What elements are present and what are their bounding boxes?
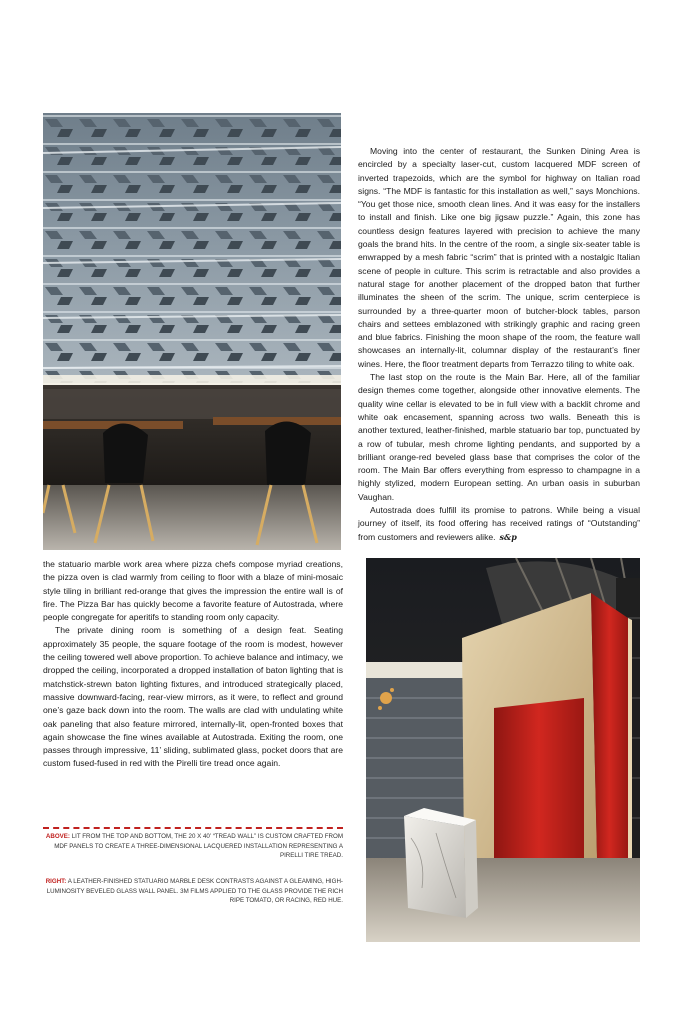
- marble-desk-red-panel-photo: [366, 558, 640, 942]
- caption-right: [43, 877, 343, 906]
- caption-label: RIGHT:: [45, 878, 67, 885]
- caption-above: [43, 832, 343, 861]
- caption-divider: [43, 827, 343, 829]
- caption-text: A LEATHER-FINISHED STATUARIO MARBLE DESK CONTRASTS AGAINST A GLEAMING, HIGH-LUMINOSITY BEVELED GLASS WALL PANEL. 3M FILMS APPLIED TO THE GLASS PROVIDE THE RICH RIPE TOMATO, OR RACING, RED HUE.: [46, 878, 343, 905]
- tread-wall-dining-photo: [43, 113, 341, 550]
- article-paragraph: The private dining room is something of a design feat. Seating approximately 35 people, the square footage of the room is modest, however the ceiling towered well above proportion. To achieve balance and intimacy, we dropped the ceiling, incorporated a dropped installation of baton lighting that is matchstick-strewn baton lighting fixtures, and introduced strategically placed, massive downward-facing, rear-view mirrors, as it were, to reflect and ground one’s gaze back down into the room. The walls are clad with undulating white oak paneling that also feature mirrored, internally-lit, open-fronted boxes that again showcase the fine wines available at Autostrada. Exiting the room, one passes through impressive, 11’ sliding, sublimated glass, pocket doors that are custom fused-fused in red with the Pirelli tire tread once again.: [43, 625, 343, 769]
- caption-label: ABOVE:: [45, 833, 70, 840]
- tread-wall-dining-image: [43, 113, 341, 550]
- article-column-left: [43, 558, 343, 771]
- article-column-right: [358, 145, 640, 544]
- end-mark: s&p: [499, 531, 517, 542]
- caption-text: LIT FROM THE TOP AND BOTTOM, THE 20 X 40’ “TREAD WALL” IS CUSTOM CRAFTED FROM MDF PANELS TO CREATE A THREE-DIMENSIONAL LACQUERED INSTALLATION REPRESENTING A PIRELLI TIRE TREAD.: [54, 833, 343, 860]
- article-paragraph: [358, 504, 640, 544]
- article-paragraph: Moving into the center of restaurant, the Sunken Dining Area is encircled by a specialty laser-cut, custom lacquered MDF screen of inverted trapezoids, which are the symbol for highway on Italian road signs. “The MDF is fantastic for this installation as well,” says Monchions. “You get those nice, smooth clean lines. And it was easy for the installers to install and finish. Like one big jigsaw puzzle.” Again, this zone has countless design features layered with precision to achieve the many goals the brand hits. In the centre of the room, a single six-seater table is enwrapped by a mesh fabric “scrim” that is printed with a nostalgic Italian scene of people in culture. This scrim is retractable and also provides a natural stage for another placement of the dropped baton that further illuminates the sheen of the scrim. The unique, scrim centerpiece is surrounded by a three-quarter moon of butcher-block tables, parson chairs and settees emblazoned with strikingly graphic and racing green and blue fabrics. Finishing the moon shape of the room, the feature wall showcases an internally-lit, columnar display of the restaurant’s finer wines. Here, the floor treatment departs from Terrazzo tiling to white oak.: [358, 146, 640, 369]
- article-paragraph-text: Autostrada does fulfill its promise to patrons. While being a visual journey of itself, its food offering has received ratings of “Outstanding” from customers and reviewers alike.: [358, 505, 640, 542]
- marble-desk-red-panel-image: [366, 558, 640, 942]
- article-paragraph: The last stop on the route is the Main Bar. Here, all of the familiar design themes come together, alongside other innovative elements. The quality wine cellar is elevated to be in full view with a backlit chrome and white oak encasement, spanning across two walls. Beneath this is another textured, leather-finished, marble statuario bar top, punctuated by a row of tubular, mesh chrome lighting pendants, and supported by a brilliant orange-red beveled glass base that comprises the color of the room. The Main Bar offers everything from espresso to champagne in a highly stylized, modern European setting. An urban oasis in suburban Vaughan.: [358, 372, 640, 502]
- article-paragraph: the statuario marble work area where pizza chefs compose myriad creations, the pizza oven is clad warmly from ceiling to floor with a blaze of mini-mosaic style tiling in brilliant red-orange that gives the impression the entire wall is of fire. The Pizza Bar has quickly become a favorite feature of Autostrada, where people congregate for aperitifs to standing room only capacity.: [43, 559, 343, 623]
